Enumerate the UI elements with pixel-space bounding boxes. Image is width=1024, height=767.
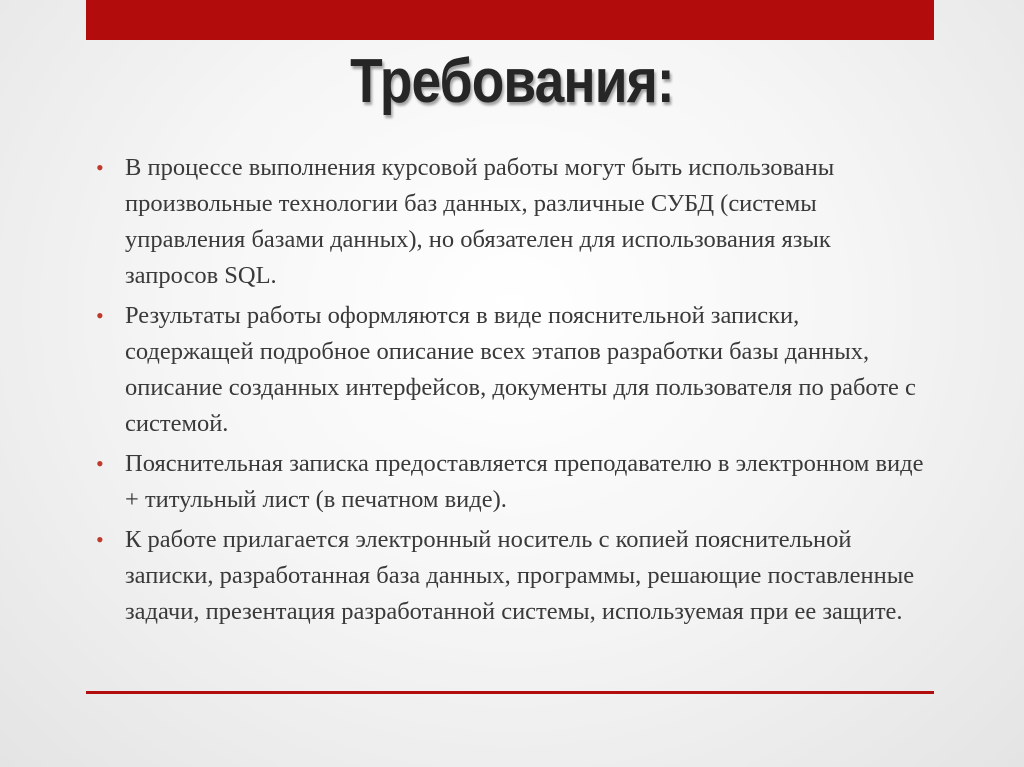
bullet-icon: • bbox=[96, 155, 104, 180]
bullet-item-4 bbox=[96, 522, 926, 630]
bullet-text-1: В процессе выполнения курсовой работы могут быть использованы произвольные технологии баз данных, различные СУБД (системы управления базами данных), но обязателен для использования язык запросов SQL. bbox=[125, 154, 835, 289]
bullet-text-3: Пояснительная записка предоставляется преподавателю в электронном виде + титульный лист (в печатном виде). bbox=[125, 450, 924, 513]
bullet-icon: • bbox=[96, 527, 104, 552]
slide-title: Требования: bbox=[350, 47, 674, 116]
bullet-text-2: Результаты работы оформляются в виде пояснительной записки, содержащей подробное описание всех этапов разработки базы данных, описание созданных интерфейсов, документы для пользователя по работе с системой. bbox=[125, 302, 916, 437]
top-accent-bar bbox=[86, 0, 934, 40]
bullet-icon: • bbox=[96, 303, 104, 328]
bullet-item-3 bbox=[96, 446, 926, 518]
bullet-icon: • bbox=[96, 451, 104, 476]
bullet-item-2 bbox=[96, 298, 926, 442]
bullet-item-1 bbox=[96, 150, 926, 294]
bullet-text-4: К работе прилагается электронный носитель с копией пояснительной записки, разработанная база данных, программы, решающие поставленные задачи, презентация разработанной системы, используемая при ее защите. bbox=[125, 526, 915, 625]
bottom-divider-line bbox=[86, 691, 934, 694]
bullet-list bbox=[96, 150, 926, 634]
